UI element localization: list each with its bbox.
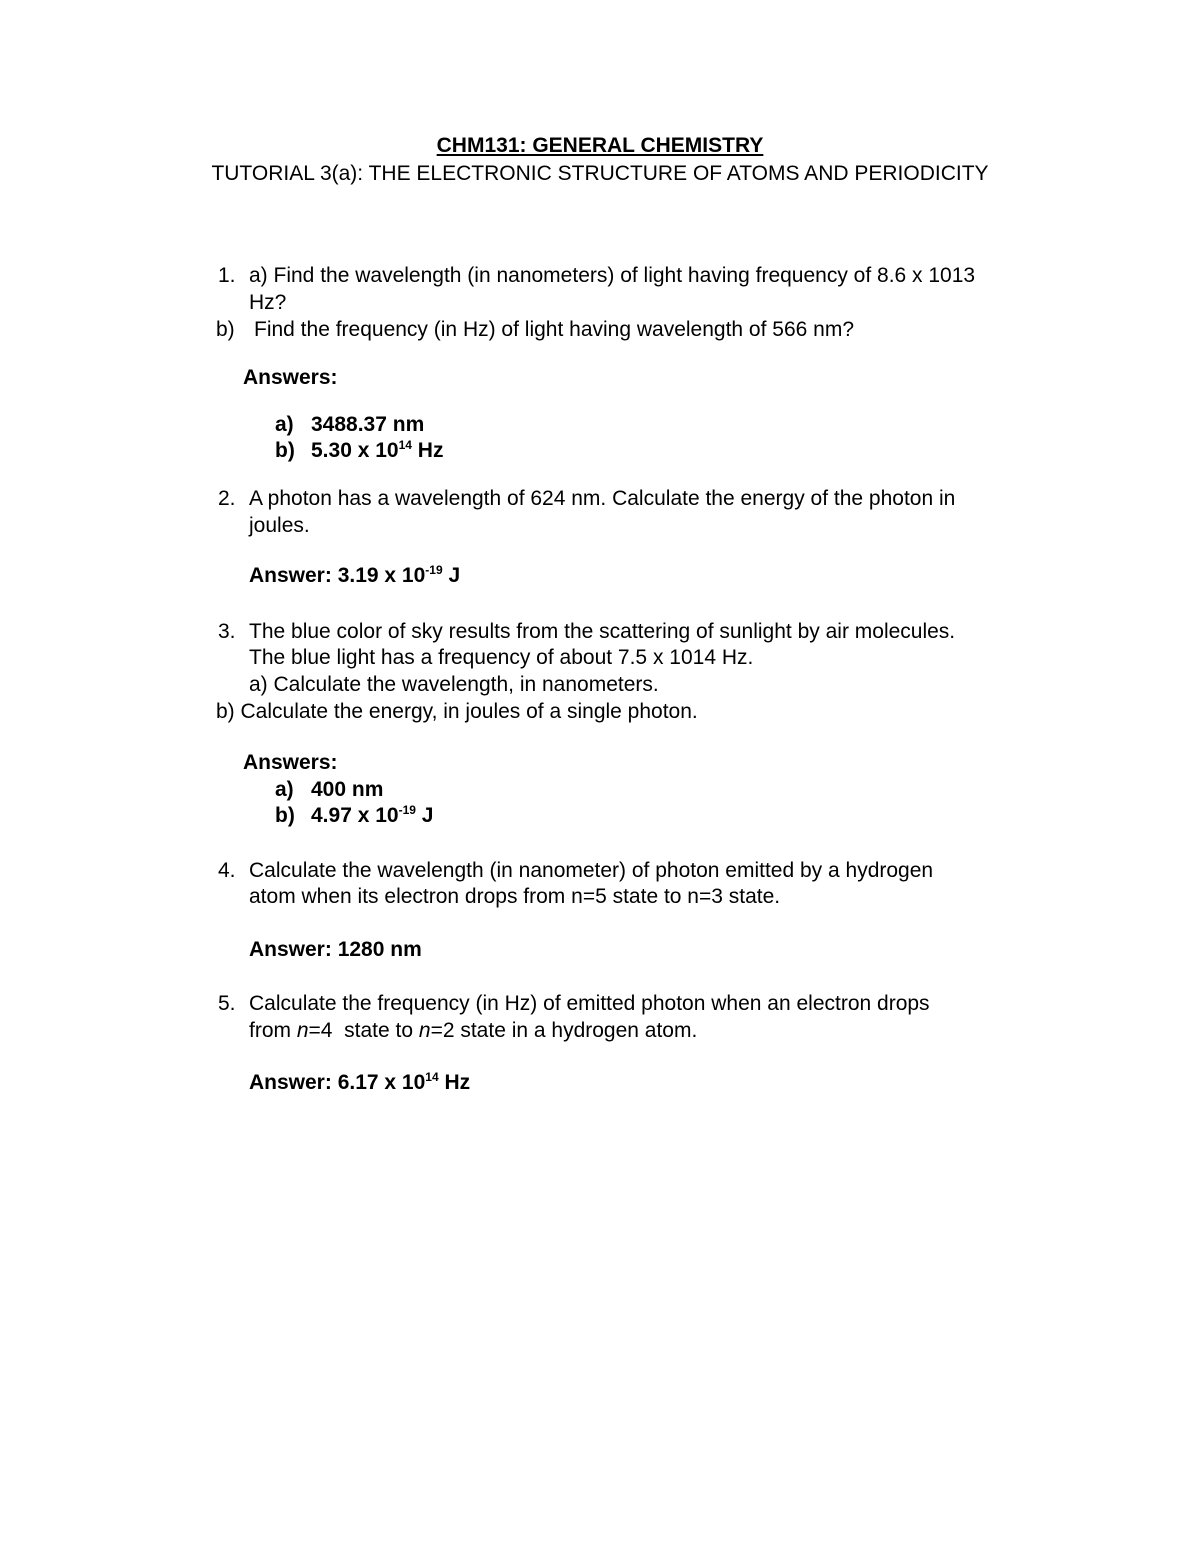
question-4-answer: Answer: 1280 nm: [249, 938, 422, 961]
question-3-text: The blue color of sky results from the scattering of sunlight by air molecules.: [249, 620, 956, 643]
question-1-answer-a-label: a): [275, 413, 294, 436]
question-2-answer: Answer: 3.19 x $10^{-19}$ J: [249, 563, 461, 587]
question-4-number: 4.: [218, 859, 236, 882]
question-1a-text-cont: Hz?: [249, 291, 287, 314]
question-5-answer: Answer: 6.17 x $10^{14}$ Hz: [249, 1070, 471, 1094]
question-1b-text: Find the frequency (in Hz) of light having wavelength of 566 nm?: [254, 318, 855, 341]
question-1-answer-b: 5.30 x $10^{14}$ Hz: [311, 438, 444, 462]
question-5-text: Calculate the frequency (in Hz) of emitted photon when an electron drops: [249, 992, 930, 1015]
question-1-number: 1.: [218, 264, 236, 287]
question-4-text: Calculate the wavelength (in nanometer) of photon emitted by a hydrogen: [249, 859, 934, 882]
question-5-text-cont: from n=4 state to n=2 state in a hydrogen atom.: [249, 1019, 698, 1042]
question-3-answers-label: Answers:: [243, 751, 338, 774]
question-1-answers-label: Answers:: [243, 366, 338, 389]
page-subtitle: TUTORIAL 3(a): THE ELECTRONIC STRUCTURE OF ATOMS AND PERIODICITY: [211, 162, 989, 185]
question-1-answer-b-label: b): [275, 439, 295, 462]
question-3-answer-a: 400 nm: [311, 778, 384, 801]
question-2-text-cont: joules.: [249, 514, 310, 537]
question-3-answer-b: 4.97 x $10^{-19}$ J: [311, 803, 434, 827]
question-2-number: 2.: [218, 487, 236, 510]
question-1b-label: b): [216, 318, 235, 341]
question-3-number: 3.: [218, 620, 236, 643]
question-3-answer-a-label: a): [275, 778, 294, 801]
question-2-text: A photon has a wavelength of 624 nm. Calculate the energy of the photon in: [249, 487, 956, 510]
question-5-number: 5.: [218, 992, 236, 1015]
question-4-text-cont: atom when its electron drops from n=5 state to n=3 state.: [249, 885, 781, 908]
question-1a-text: a) Find the wavelength (in nanometers) of light having frequency of 8.6 x 1013: [249, 264, 976, 287]
question-3-answer-b-label: b): [275, 804, 295, 827]
question-3-text-cont: The blue light has a frequency of about 7.5 x 1014 Hz.: [249, 646, 754, 669]
question-3a-text: a) Calculate the wavelength, in nanometers.: [249, 673, 659, 696]
question-1-answer-a: 3488.37 nm: [311, 413, 425, 436]
question-3b-text: b) Calculate the energy, in joules of a single photon.: [216, 700, 698, 723]
page-title: CHM131: GENERAL CHEMISTRY: [436, 134, 764, 157]
